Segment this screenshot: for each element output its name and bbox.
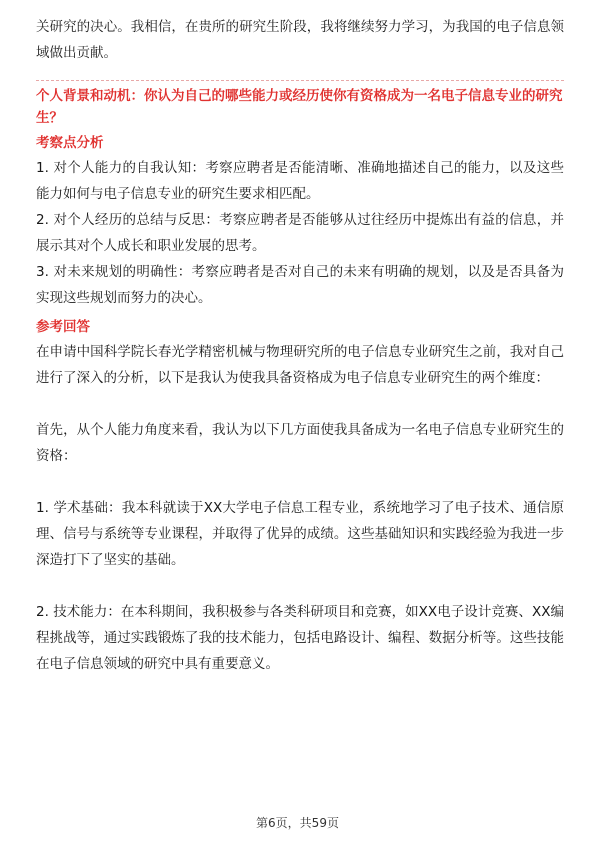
intro-paragraph: 关研究的决心。我相信，在贵所的研究生阶段，我将继续努力学习，为我国的电子信息领域做出贡献。 <box>36 19 564 61</box>
answer-paragraph: 首先，从个人能力角度来看，我认为以下几方面使我具备成为一名电子信息专业研究生的资格： <box>36 422 564 464</box>
answer-body <box>36 339 564 677</box>
question-heading: 个人背景和动机：你认为自己的哪些能力或经历使你有资格成为一名电子信息专业的研究生？ <box>36 88 563 126</box>
analysis-item: 1. 对个人能力的自我认知：考察应聘者是否能清晰、准确地描述自己的能力，以及这些能力如何与电子信息专业的研究生要求相匹配。 <box>36 160 564 202</box>
answer-title: 参考回答 <box>36 319 90 335</box>
analysis-item: 2. 对个人经历的总结与反思：考察应聘者是否能够从过往经历中提炼出有益的信息，并展示其对个人成长和职业发展的思考。 <box>36 212 564 254</box>
answer-paragraph: 1. 学术基础：我本科就读于XX大学电子信息工程专业，系统地学习了电子技术、通信原理、信号与系统等专业课程，并取得了优异的成绩。这些基础知识和实践经验为我进一步深造打下了坚实的基础。 <box>36 500 564 568</box>
analysis-list <box>36 155 564 311</box>
page-number: 第6页，共59页 <box>256 816 339 830</box>
question-divider <box>36 80 564 81</box>
document-page <box>36 14 564 677</box>
analysis-item: 3. 对未来规划的明确性：考察应聘者是否对自己的未来有明确的规划，以及是否具备为实现这些规划而努力的决心。 <box>36 264 564 306</box>
answer-paragraph: 在申请中国科学院长春光学精密机械与物理研究所的电子信息专业研究生之前，我对自己进行了深入的分析，以下是我认为使我具备资格成为电子信息专业研究生的两个维度： <box>36 344 564 386</box>
answer-paragraph: 2. 技术能力：在本科期间，我积极参与各类科研项目和竞赛，如XX电子设计竞赛、XX编程挑战等，通过实践锻炼了我的技术能力，包括电路设计、编程、数据分析等。这些技能在电子信息领域的研究中具有重要意义。 <box>36 604 564 672</box>
analysis-title: 考察点分析 <box>36 135 104 151</box>
